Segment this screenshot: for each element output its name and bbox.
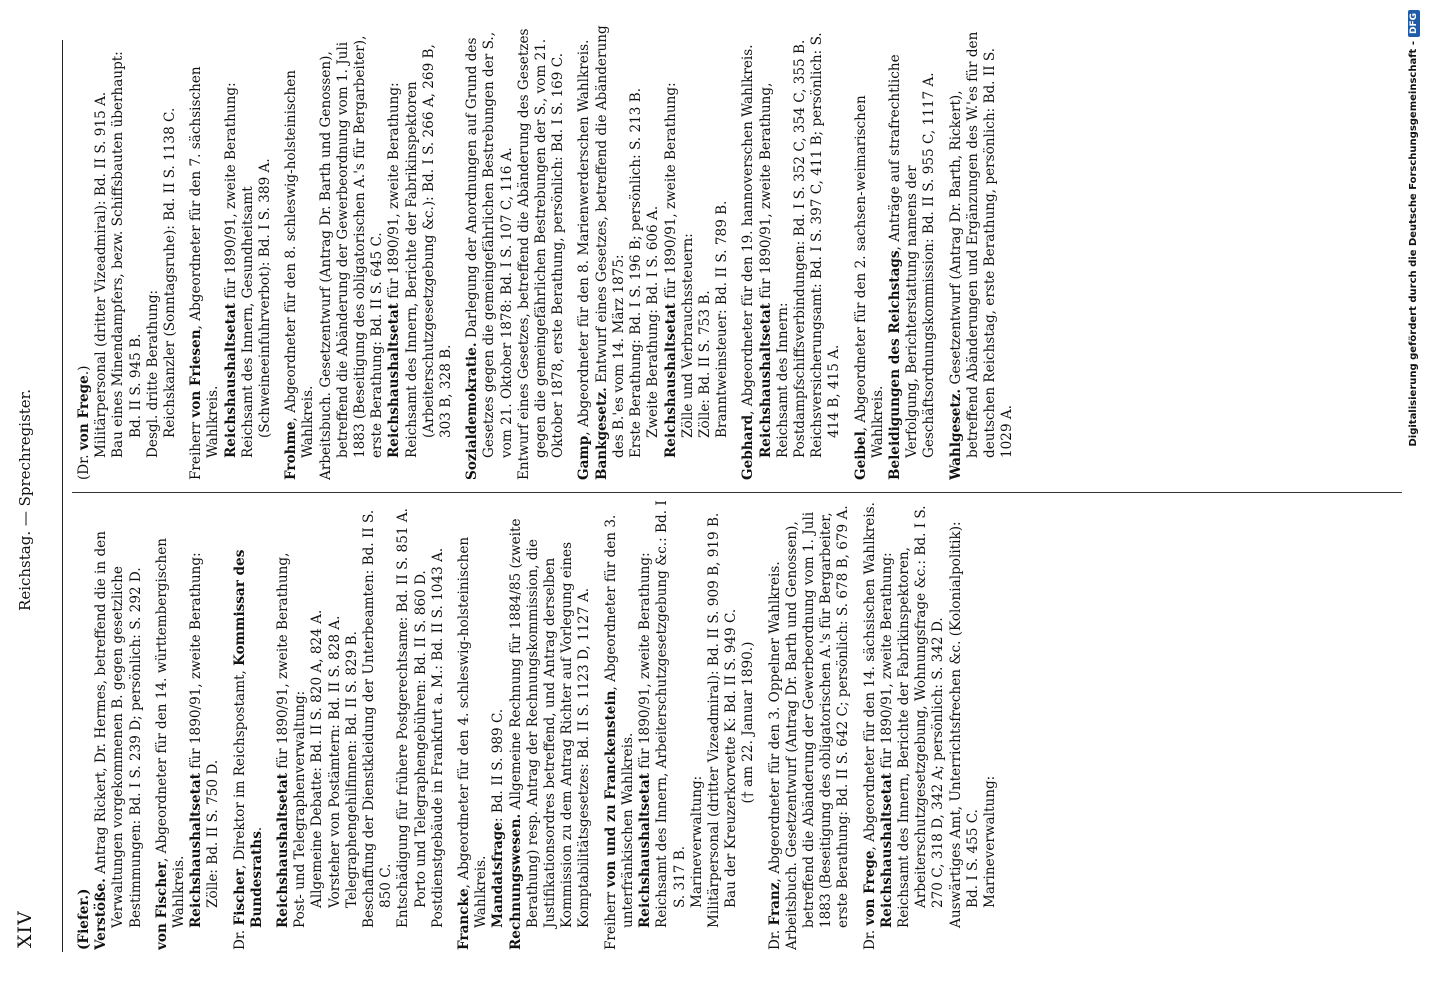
left-column-entry: Entschädigung für frühere Postgerechtsame: Bd. II S. 851 A. (395, 508, 412, 928)
right-column-entry: Frohme, Abgeordneter für den 8. schleswig-holsteinischen Wahlkreis. (283, 69, 317, 480)
right-column-entry: Arbeitsbuch. Gesetzentwurf (Antrag Dr. Barth und Genossen), betreffend die Abänderung der Gewerbeordnung vom 1. Juli 1883 (Beseitigung des obligatorischen A.'s für Bergarbeiter), erste Berathung: Bd. II S. 645 C. (317, 35, 386, 480)
left-column-entry: Arbeitsbuch. Gesetzentwurf (Antrag Dr. Barth und Genossen), betreffend die Abänderung der Gewerbeordnung vom 1. Juli 1883 (Beseitigung des obligatorischen A.'s für Bergarbeiter, erste Berathung: Bd. II S. 642 C; persönlich: S. 678 B, 679 A. (783, 505, 852, 950)
left-column-entry: Reichshaushaltsetat für 1890/91, zweite Berathung: (637, 552, 654, 928)
left-column-entry: Reichsamt des Innern, Arbeiterschutzgesetzgebung &c.: Bd. I S. 317 B. (654, 500, 688, 928)
right-column-entry: Reichshaushaltsetat für 1890/91, zweite Berathung, (757, 82, 774, 458)
left-column-entry: (Fiefer.) (76, 888, 92, 950)
left-column-entry: Allgemeine Debatte: Bd. II S. 820 A, 824 A. (309, 609, 326, 908)
right-column-entry: Reichsamt des Innern, Berichte der Fabrikinspektoren (Arbeiterschutzgesetzgebung &c.): Bd. I S. 266 A, 269 B, 303 B, 328 B. (403, 44, 455, 458)
right-column-entry: Geibel, Abgeordneter für den 2. sachsen-weimarischen Wahlkreis. (852, 95, 886, 480)
right-column-entry: Militärpersonal (dritter Vizeadmiral): Bd. II S. 915 A. (93, 91, 110, 458)
right-column-entry: Gamp, Abgeordneter für den 8. Marienwerderschen Wahlkreis. (576, 39, 593, 480)
right-column-entry: Reichsversicherungsamt: Bd. I S. 397 C, 411 B; persönlich: S. 414 B, 415 A. (809, 32, 843, 458)
left-column-entry: Reichshaushaltsetat für 1890/91, zweite Berathung, (275, 552, 292, 928)
right-column-entry: Sozialdemokratie. Darlegung der Anordnungen auf Grund des Gesetzes gegen die gemeingefährlichen Bestrebungen der S., vom 21. Oktober 1878: Bd. I S. 107 C, 116 A. (464, 31, 515, 480)
right-column-entry: Desgl. dritte Berathung: (144, 289, 161, 458)
left-column-entry: Dr. Franz, Abgeordneter für den 3. Oppelner Wahlkreis. (766, 561, 783, 950)
right-column-entry: Branntweinsteuer: Bd. II S. 789 B. (714, 200, 731, 438)
running-title: Reichstag. — Sprechregister. (16, 389, 34, 611)
page-number: XIV (14, 910, 36, 948)
left-column-entry: Freiherr von und zu Franckenstein, Abgeordneter für den 3. unterfränkischen Wahlkreis. (602, 514, 636, 950)
right-column-entry: Zölle: Bd. II S. 753 B. (696, 290, 713, 438)
right-column-entry: Reichsamt des Innern, Gesundheitsamt (Schweineeinfuhrverbot): Bd. I S. 389 A. (239, 158, 274, 458)
left-column (76, 495, 1396, 950)
right-column-entry: Zölle und Verbrauchssteuern: (679, 233, 696, 438)
left-column-entry: Bau der Kreuzerkorvette K: Bd. II S. 949 C. (723, 608, 740, 908)
right-column-entry: Zweite Berathung: Bd. I S. 606 A. (645, 205, 662, 438)
left-column-entry: Beschaffung der Dienstkleidung der Unterbeamten: Bd. II S. 850 C. (361, 509, 395, 928)
left-column-entry: Telegraphengehilfinnen: Bd. II S. 829 B. (343, 631, 360, 908)
right-column-entry: Erste Berathung: Bd. I S. 196 B; persönlich: S. 213 B. (628, 87, 645, 458)
left-column-entry: Francke, Abgeordneter für den 4. schleswig-holsteinischen Wahlkreis. (456, 536, 490, 950)
left-column-entry: Marineverwaltung: (688, 775, 705, 908)
left-column-entry: Vorsteher von Postämtern: Bd. II S. 828 A. (326, 615, 343, 908)
left-column-entry: Rechnungswesen. Allgemeine Rechnung für 1884/85 (zweite Berathung) resp. Antrag der Rechnungskommission, die Justifikationsordres betreffend, und Antrag derselben Kommission zu dem Antrag Richter auf Vorlegung eines Komptabilitätsgesetzes: Bd. II S. 1123 D, 1127 A. (507, 518, 593, 950)
right-column-entry: Reichshaushaltsetat für 1890/91, zweite Berathung: (386, 82, 403, 458)
page-header (0, 0, 60, 1000)
left-column-entry: Marineverwaltung: (981, 775, 998, 908)
right-column-entry: Beleidigungen des Reichstags, Anträge auf strafrechtliche Verfolgung, Berichterstattung namens der Geschäftsordnungskommission: Bd. II S. 955 C, 1117 A. (886, 54, 938, 480)
left-column-entry: Zölle: Bd. II S. 750 D. (205, 759, 222, 908)
right-column-entry: Gebhard, Abgeordneter für den 19. hannoverschen Wahlkreis. (740, 44, 757, 480)
right-column-entry: Reichshaushaltsetat für 1890/91, zweite Berathung: (662, 82, 679, 458)
right-column-entry: Reichsamt des Innern: (774, 302, 791, 458)
left-column-entry: Verstöße. Antrag Rickert, Dr. Hermes, betreffend die in den Verwaltungen vorgekommenen B. gegen gesetzliche Bestimmungen: Bd. I S. 239 D; persönlich: S. 292 D. (93, 531, 144, 950)
left-column-entry: Reichsamt des Innern, Berichte der Fabrikinspektoren, Arbeiterschutzgesetzgebung, Wohnungsfrage &c.: Bd. I S. 270 C, 318 D, 342 A; persönlich: S. 342 D. (895, 505, 947, 928)
left-column-entry: Dr. von Frege, Abgeordneter für den 14. sächsischen Wahlkreis. (861, 502, 878, 950)
left-column-entry: Reichshaushaltsetat für 1890/91, zweite Berathung: (188, 552, 205, 928)
credit-text: Digitalisierung gefördert durch die Deutsche Forschungsgemeinschaft - (1408, 41, 1419, 447)
left-column-entry: Post- und Telegraphenverwaltung: (292, 690, 309, 928)
left-column-entry: von Fischer, Abgeordneter für den 14. württembergischen Wahlkreis. (153, 537, 188, 950)
right-column-entry: Wahlgesetz. Gesetzentwurf (Antrag Dr. Barth, Rickert), betreffend Abänderungen und Ergänzungen des W.'es für den deutschen Reichstag, erste Berathung, persönlich: Bd. II S. 1029 A. (947, 31, 1016, 480)
left-column-entry: Auswärtiges Amt, Unterrichtsfrechen &c. (Kolonialpolitik): Bd. I S. 455 C. (947, 521, 981, 928)
left-column-entry: Reichshaushaltsetat für 1890/91, zweite Berathung: (878, 552, 895, 928)
left-column-entry: Porto und Telegraphengebühren: Bd. II S. 860 D. (412, 570, 429, 908)
right-column-entry: Reichskanzler (Sonntagsruhe): Bd. II S. 1138 C. (162, 107, 179, 438)
right-column-entry: Reichshaushaltsetat für 1890/91, zweite Berathung: (222, 82, 239, 458)
right-column-entry: Postdampfschiffsverbindungen: Bd. I S. 352 C, 354 C, 355 B. (791, 39, 808, 458)
right-column-entry: Bankgesetz. Entwurf eines Gesetzes, betreffend die Abänderung des B.'es vom 14. März 1875: (593, 25, 627, 480)
right-column-entry: Freiherr von Friesen, Abgeordneter für den 7. sächsischen Wahlkreis. (188, 66, 222, 480)
digitization-credit (1408, 10, 1420, 1000)
left-column-entry: Dr. Fischer, Direktor im Reichspostamt, Kommissar des Bundesraths. (231, 549, 265, 950)
right-column-entry: Bau eines Minendampfers, bezw. Schiffsbauten überhaupt: Bd. II S. 945 B. (110, 51, 144, 458)
right-column (76, 25, 1396, 480)
right-column-entry: Entwurf eines Gesetzes, betreffend die Abänderung des Gesetzes gegen die gemeingefährlichen Bestrebungen der S., vom 21. Oktober 1878, erste Berathung, persönlich: Bd. I S. 169 C. (515, 28, 567, 480)
left-column-entry: († am 22. Januar 1890.) (740, 641, 757, 804)
page-footer (1402, 0, 1432, 1000)
left-column-entry: Mandatsfrage: Bd. II S. 989 C. (490, 708, 507, 928)
right-column-entry: (Dr. von Frege.) (76, 365, 92, 480)
dfg-logo: DFG (1408, 10, 1420, 37)
header-rule (62, 40, 63, 952)
column-divider (72, 492, 1402, 493)
left-column-entry: Postdienstgebäude in Frankfurt a. M.: Bd. II S. 1043 A. (429, 547, 446, 928)
left-column-entry: Militärpersonal (dritter Vizeadmiral): Bd. II S. 909 B, 919 B. (705, 512, 722, 928)
